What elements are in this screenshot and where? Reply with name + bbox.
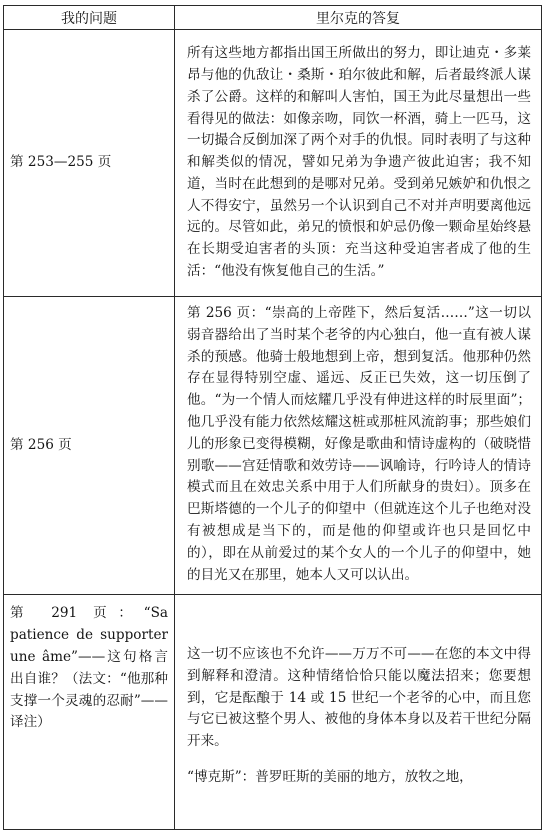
table-row (4, 297, 542, 595)
table-row (4, 595, 542, 830)
question-cell: 第 291 页：“Sa patience de supporter une âme”——这句格言出自谁？（法文：“他那种支撑一个灵魂的忍耐”——译注） (4, 595, 175, 830)
qa-table (3, 5, 542, 830)
answer-paragraph: 所有这些地方都指出国王所做出的努力，即让迪克・多莱昂与他的仇敌让・桑斯・珀尔彼此和解，后者最终派人谋杀了公爵。这样的和解叫人害怕，国王为此尽量想出一些看得见的做法：如像亲吻，同饮一杯酒，骑上一匹马，这一切撮合反倒加深了两个对手的仇恨。同时表明了与这种和解类似的情况，譬如兄弟为争遗产彼此迫害；我不知道，当时在此想到的是哪对兄弟。受到弟兄嫉妒和仇恨之人不得安宁，虽然另一个认识到自己不对并声明要离他远远的。尽管如此，弟兄的愤恨和妒忌仍像一颗命星始终悬在长期受迫害者的头顶：充当这种受迫害者成了他的生活：“他没有恢复他自己的生活。” (187, 45, 531, 280)
header-my-question: 我的问题 (4, 6, 175, 30)
answer-paragraph: 这一切不应该也不允许——万万不可——在您的本文中得到解释和澄清。这种情绪恰恰只能以魔法招来；您要想到，它是酝酿于 14 或 15 世纪一个老爷的心中，而且您与它已被这整个男人、被他的身体本身以及若干世纪分隔开来。 (187, 645, 531, 750)
answer-cell (175, 30, 542, 297)
question-cell: 第 253—255 页 (4, 30, 175, 297)
answer-paragraph: “博克斯”：普罗旺斯的美丽的地方，放牧之地， (187, 768, 473, 785)
table-header-row (4, 6, 542, 30)
answer-cell (175, 297, 542, 595)
question-cell: 第 256 页 (4, 297, 175, 595)
header-rilke-answer: 里尔克的答复 (175, 6, 542, 30)
table-row (4, 30, 542, 297)
answer-cell (175, 595, 542, 830)
answer-paragraph: 第 256 页：“崇高的上帝陛下，然后复活……”这一切以弱音器给出了当时某个老爷的内心独白，他一直有被人谋杀的预感。他骑士般地想到上帝，想到复活。他那种仍然存在显得特别空虚、遥远、反正已失效，这一切压倒了他。“为一个情人而炫耀几乎没有伸进这样的时辰里面”；他几乎没有能力依然炫耀这桩或那桩风流韵事；那些娘们儿的形象已变得模糊，好像是歌曲和情诗虚构的（破晓惜别歌——宫廷情歌和效劳诗——讽喻诗，行吟诗人的情诗模式而且在效忠关系中用于人们所献身的贵妇）。顶多在巴斯塔德的一个儿子的仰望中（但就连这个儿子也绝对没有被想成是当下的，而是他的仰望或许也只是回忆中的），即在从前爱过的某个女人的一个儿子的仰望中，她的目光又在那里，她本人又可以认出。 (187, 305, 531, 583)
